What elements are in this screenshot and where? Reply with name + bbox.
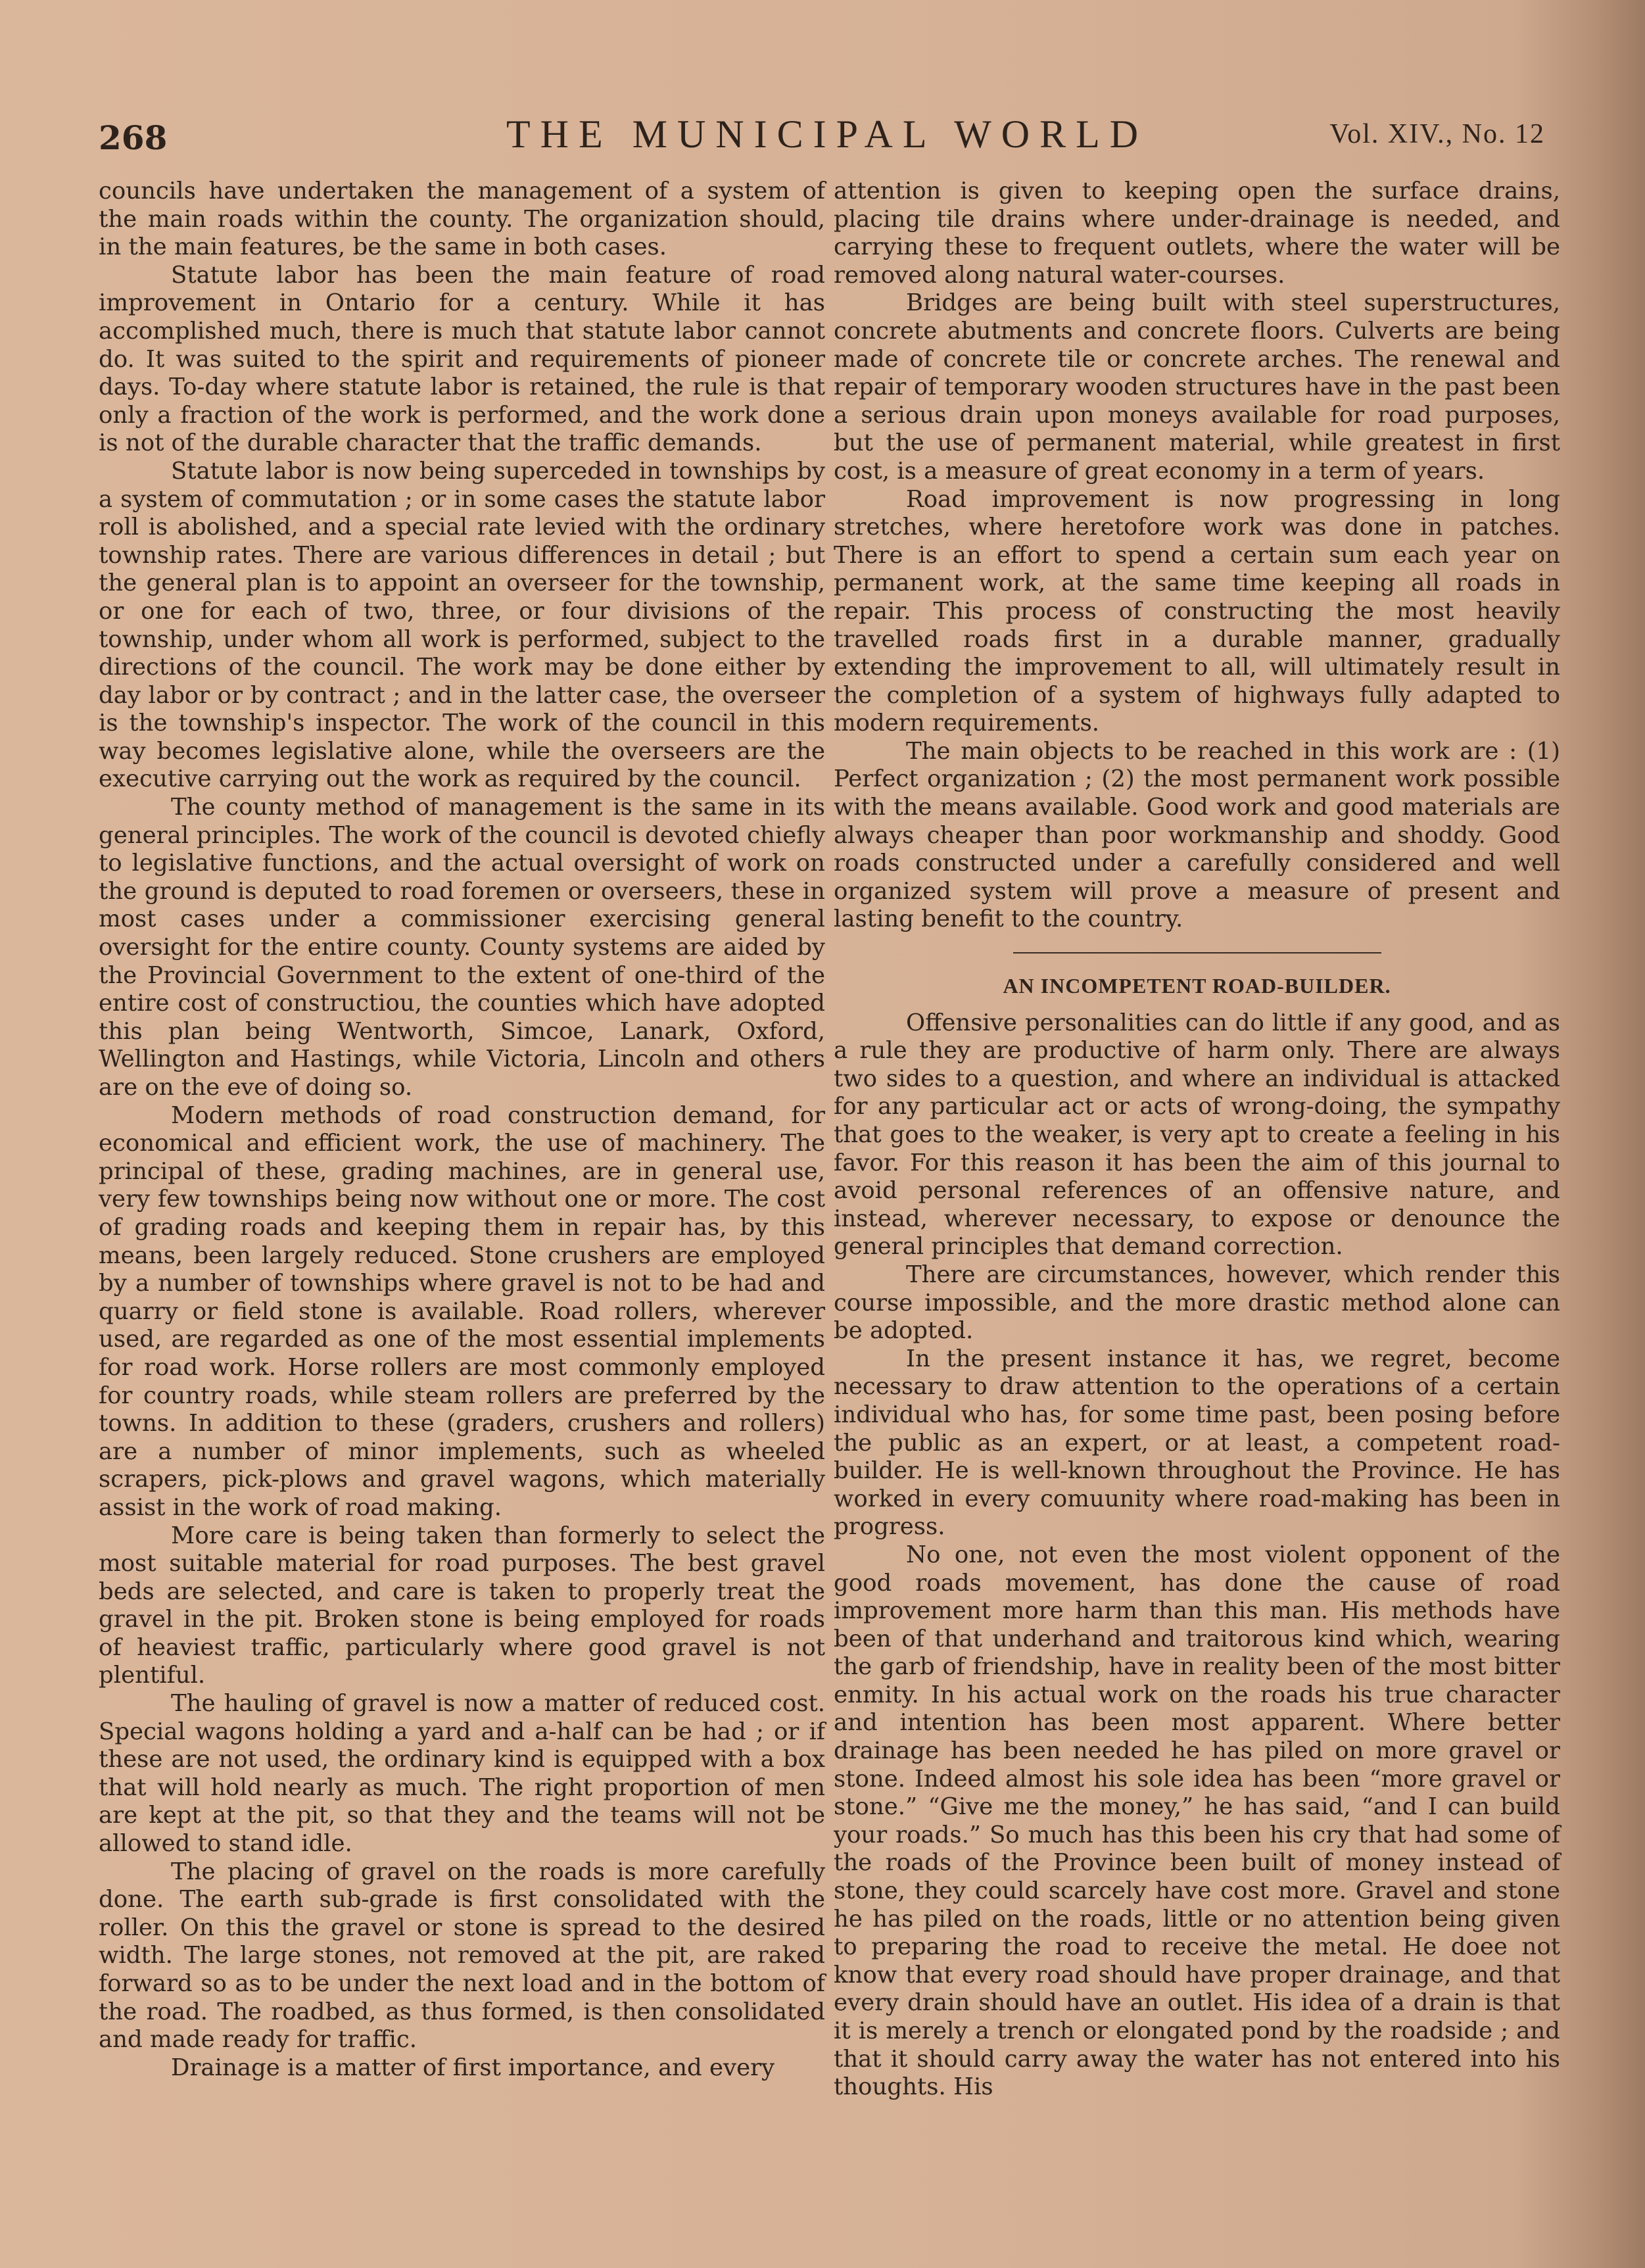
paragraph: There are circumstances, however, which render this course impossible, and the more drastic method alone can be adopted. xyxy=(834,1261,1560,1345)
paragraph: Drainage is a matter of first importance, and every xyxy=(171,2054,775,2081)
page-number: 268 xyxy=(99,118,168,157)
paragraph: The main objects to be reached in this work are : (1) Perfect organization ; (2) the most permanent work possible with the means available. Good work and good materials are always cheaper than poor workmanship and shoddy. Good roads constructed under a carefully considered and well organized system will prove a measure of present and lasting benefit to the country. xyxy=(834,737,1560,933)
paragraph: The county method of management is the same in its general principles. The work of the council is devoted chiefly to legislative functions, and the actual oversight of work on the ground is deputed to road foremen or overseers, these in most cases under a commissioner exercising general oversight for the entire county. County systems are aided by the Provincial Government to the extent of one-third of the entire cost of constructiou, the counties which have adopted this plan being Wentworth, Simcoe, Lanark, Oxford, Wellington and Hastings, while Victoria, Lincoln and others are on the eve of doing so. xyxy=(99,794,825,1101)
page-header xyxy=(99,105,1545,164)
paragraph: No one, not even the most violent opponent of the good roads movement, has done the cause of road improvement more harm than this man. His methods have been of that underhand and traitorous kind which, wearing the garb of friendship, have in reality been of the most bitter enmity. In his actual work on the roads his true character and intention has been most apparent. Where better drainage has been needed he has piled on more gravel or stone. Indeed almost his sole idea has been “more gravel or stone.” “Give me the money,” he has said, “and I can build your roads.” So much has this been his cry that had some of the roads of the Province been built of money instead of stone, they could scarcely have cost more. Gravel and stone he has piled on the roads, little or no attention being given to preparing the road to receive the metal. He doee not know that every road should have proper drainage, and that every drain should have an outlet. His idea of a drain is that it is merely a trench or elongated pond by the roadside ; and that it should carry away the water has not entered into his thoughts. His xyxy=(834,1541,1560,2101)
paragraph: More care is being taken than formerly to select the most suitable material for road purposes. The best gravel beds are selected, and care is taken to properly treat the gravel in the pit. Broken stone is being employed for roads of heaviest traffic, particularly where good gravel is not plentiful. xyxy=(99,1522,825,1689)
section-title: AN INCOMPETENT ROAD-BUILDER. xyxy=(1003,974,1391,998)
paragraph: In the present instance it has, we regret, become necessary to draw attention to the operations of a certain individual who has, for some time past, been posing before the public as an expert, or at least, a competent road-builder. He is well-known throughout the Province. He has worked in every comuunity where road-making has been in progress. xyxy=(834,1345,1560,1541)
left-column xyxy=(99,178,825,2082)
paragraph: Modern methods of road construction demand, for economical and efficient work, the use of machinery. The principal of these, grading machines, are in general use, very few townships being now without one or more. The cost of grading roads and keeping them in repair has, by this means, been largely reduced. Stone crushers are employed by a number of townships where gravel is not to be had and quarry or field stone is available. Road rollers, wherever used, are regarded as one of the most essential implements for road work. Horse rollers are most commonly employed for country roads, while steam rollers are preferred by the towns. In addition to these (graders, crushers and rollers) are a number of minor implements, such as wheeled scrapers, pick-plows and gravel wagons, which materially assist in the work of road making. xyxy=(99,1101,825,1521)
right-column xyxy=(834,178,1560,2102)
paragraph: Offensive personalities can do little if any good, and as a rule they are productive of harm only. There are always two sides to a question, and where an individual is attacked for any particular act or acts of wrong-doing, the sympathy that goes to the weaker, is very apt to create a feeling in his favor. For this reason it has been the aim of this journal to avoid personal references of an offensive nature, and instead, wherever necessary, to expose or denounce the general principles that demand correction. xyxy=(834,1009,1560,1261)
paragraph: councils have undertaken the management of a system of the main roads within the county. The organization should, in the main features, be the same in both cases. xyxy=(99,178,825,261)
paragraph: Statute labor has been the main feature of road improvement in Ontario for a century. While it has accomplished much, there is much that statute labor cannot do. It was suited to the spirit and requirements of pioneer days. To-day where statute labor is retained, the rule is that only a fraction of the work is performed, and the work done is not of the durable character that the traffic demands. xyxy=(99,261,825,457)
section-divider xyxy=(1013,952,1381,953)
paragraph: The placing of gravel on the roads is more carefully done. The earth sub-grade is first consolidated with the roller. On this the gravel or stone is spread to the desired width. The large stones, not removed at the pit, are raked forward so as to be under the next load and in the bottom of the road. The roadbed, as thus formed, is then consolidated and made ready for traffic. xyxy=(99,1858,825,2054)
issue-number: Vol. XIV., No. 12 xyxy=(1329,119,1545,149)
paragraph: Statute labor is now being superceded in townships by a system of commutation ; or in some cases the statute labor roll is abolished, and a special rate levied with the ordinary township rates. There are various differences in detail ; but the general plan is to appoint an overseer for the township, or one for each of two, three, or four divisions of the township, under whom all work is performed, subject to the directions of the council. The work may be done either by day labor or by contract ; and in the latter case, the overseer is the township's inspector. The work of the council in this way becomes legislative alone, while the overseers are the executive carrying out the work as required by the council. xyxy=(99,457,825,793)
paragraph: The hauling of gravel is now a matter of reduced cost. Special wagons holding a yard and a-half can be had ; or if these are not used, the ordinary kind is equipped with a box that will hold nearly as much. The right proportion of men are kept at the pit, so that they and the teams will not be allowed to stand idle. xyxy=(99,1690,825,1858)
paragraph: attention is given to keeping open the surface drains, placing tile drains where under-drainage is needed, and carrying these to frequent outlets, where the water will be removed along natural water-courses. xyxy=(834,178,1560,289)
paragraph: Road improvement is now progressing in long stretches, where heretofore work was done in patches. There is an effort to spend a certain sum each year on permanent work, at the same time keeping all roads in repair. This process of constructing the most heavily travelled roads first in a durable manner, gradually extending the improvement to all, will ultimately result in the completion of a system of highways fully adapted to modern requirements. xyxy=(834,485,1560,737)
journal-title: THE MUNICIPAL WORLD xyxy=(506,112,1149,156)
paragraph: Bridges are being built with steel superstructures, concrete abutments and concrete floors. Culverts are being made of concrete tile or concrete arches. The renewal and repair of temporary wooden structures have in the past been a serious drain upon moneys available for road purposes, but the use of permanent material, while greatest in first cost, is a measure of great economy in a term of years. xyxy=(834,289,1560,485)
